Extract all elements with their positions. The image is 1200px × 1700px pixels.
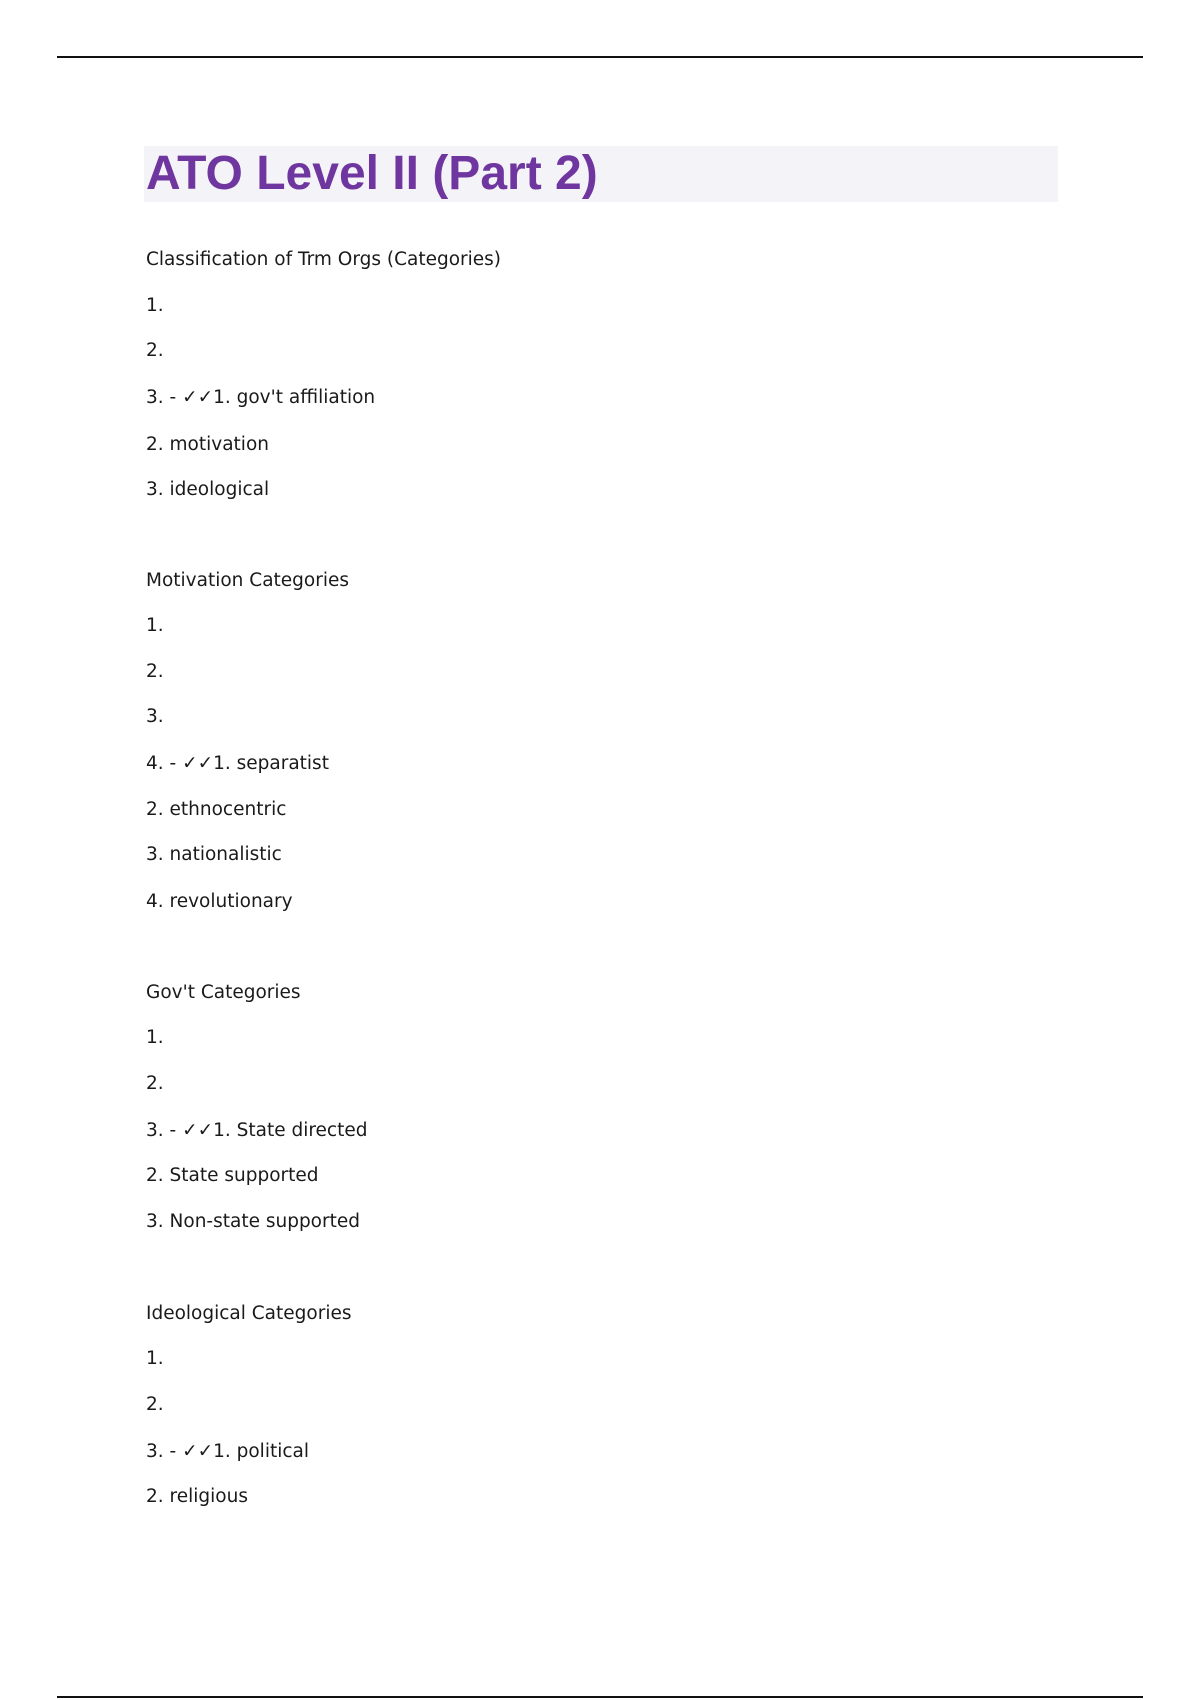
answer-line: 3. - ✓✓1. political [146, 1441, 310, 1462]
header-rule [57, 56, 1143, 58]
list-item: 1. [146, 295, 164, 316]
list-item: 3. ideological [146, 479, 270, 500]
section-heading: Gov't Categories [146, 982, 301, 1003]
list-item: 2. ethnocentric [146, 799, 287, 820]
list-item: 3. [146, 706, 164, 727]
list-item: 2. [146, 661, 164, 682]
section-heading: Classification of Trm Orgs (Categories) [146, 249, 502, 270]
answer-line: 3. - ✓✓1. gov't affiliation [146, 387, 376, 408]
list-item: 2. [146, 340, 164, 361]
list-item: 4. revolutionary [146, 891, 293, 912]
list-item: 1. [146, 1027, 164, 1048]
list-item: 2. State supported [146, 1165, 319, 1186]
list-item: 2. motivation [146, 434, 269, 455]
list-item: 3. Non-state supported [146, 1211, 360, 1232]
document-title: ATO Level II (Part 2) [146, 147, 598, 200]
list-item: 2. [146, 1394, 164, 1415]
list-item: 3. nationalistic [146, 844, 282, 865]
section-heading: Motivation Categories [146, 570, 349, 591]
answer-line: 4. - ✓✓1. separatist [146, 753, 329, 774]
section-heading: Ideological Categories [146, 1303, 352, 1324]
footer-rule [57, 1696, 1143, 1698]
list-item: 1. [146, 1348, 164, 1369]
list-item: 1. [146, 615, 164, 636]
answer-line: 3. - ✓✓1. State directed [146, 1120, 368, 1141]
list-item: 2. [146, 1073, 164, 1094]
list-item: 2. religious [146, 1486, 248, 1507]
